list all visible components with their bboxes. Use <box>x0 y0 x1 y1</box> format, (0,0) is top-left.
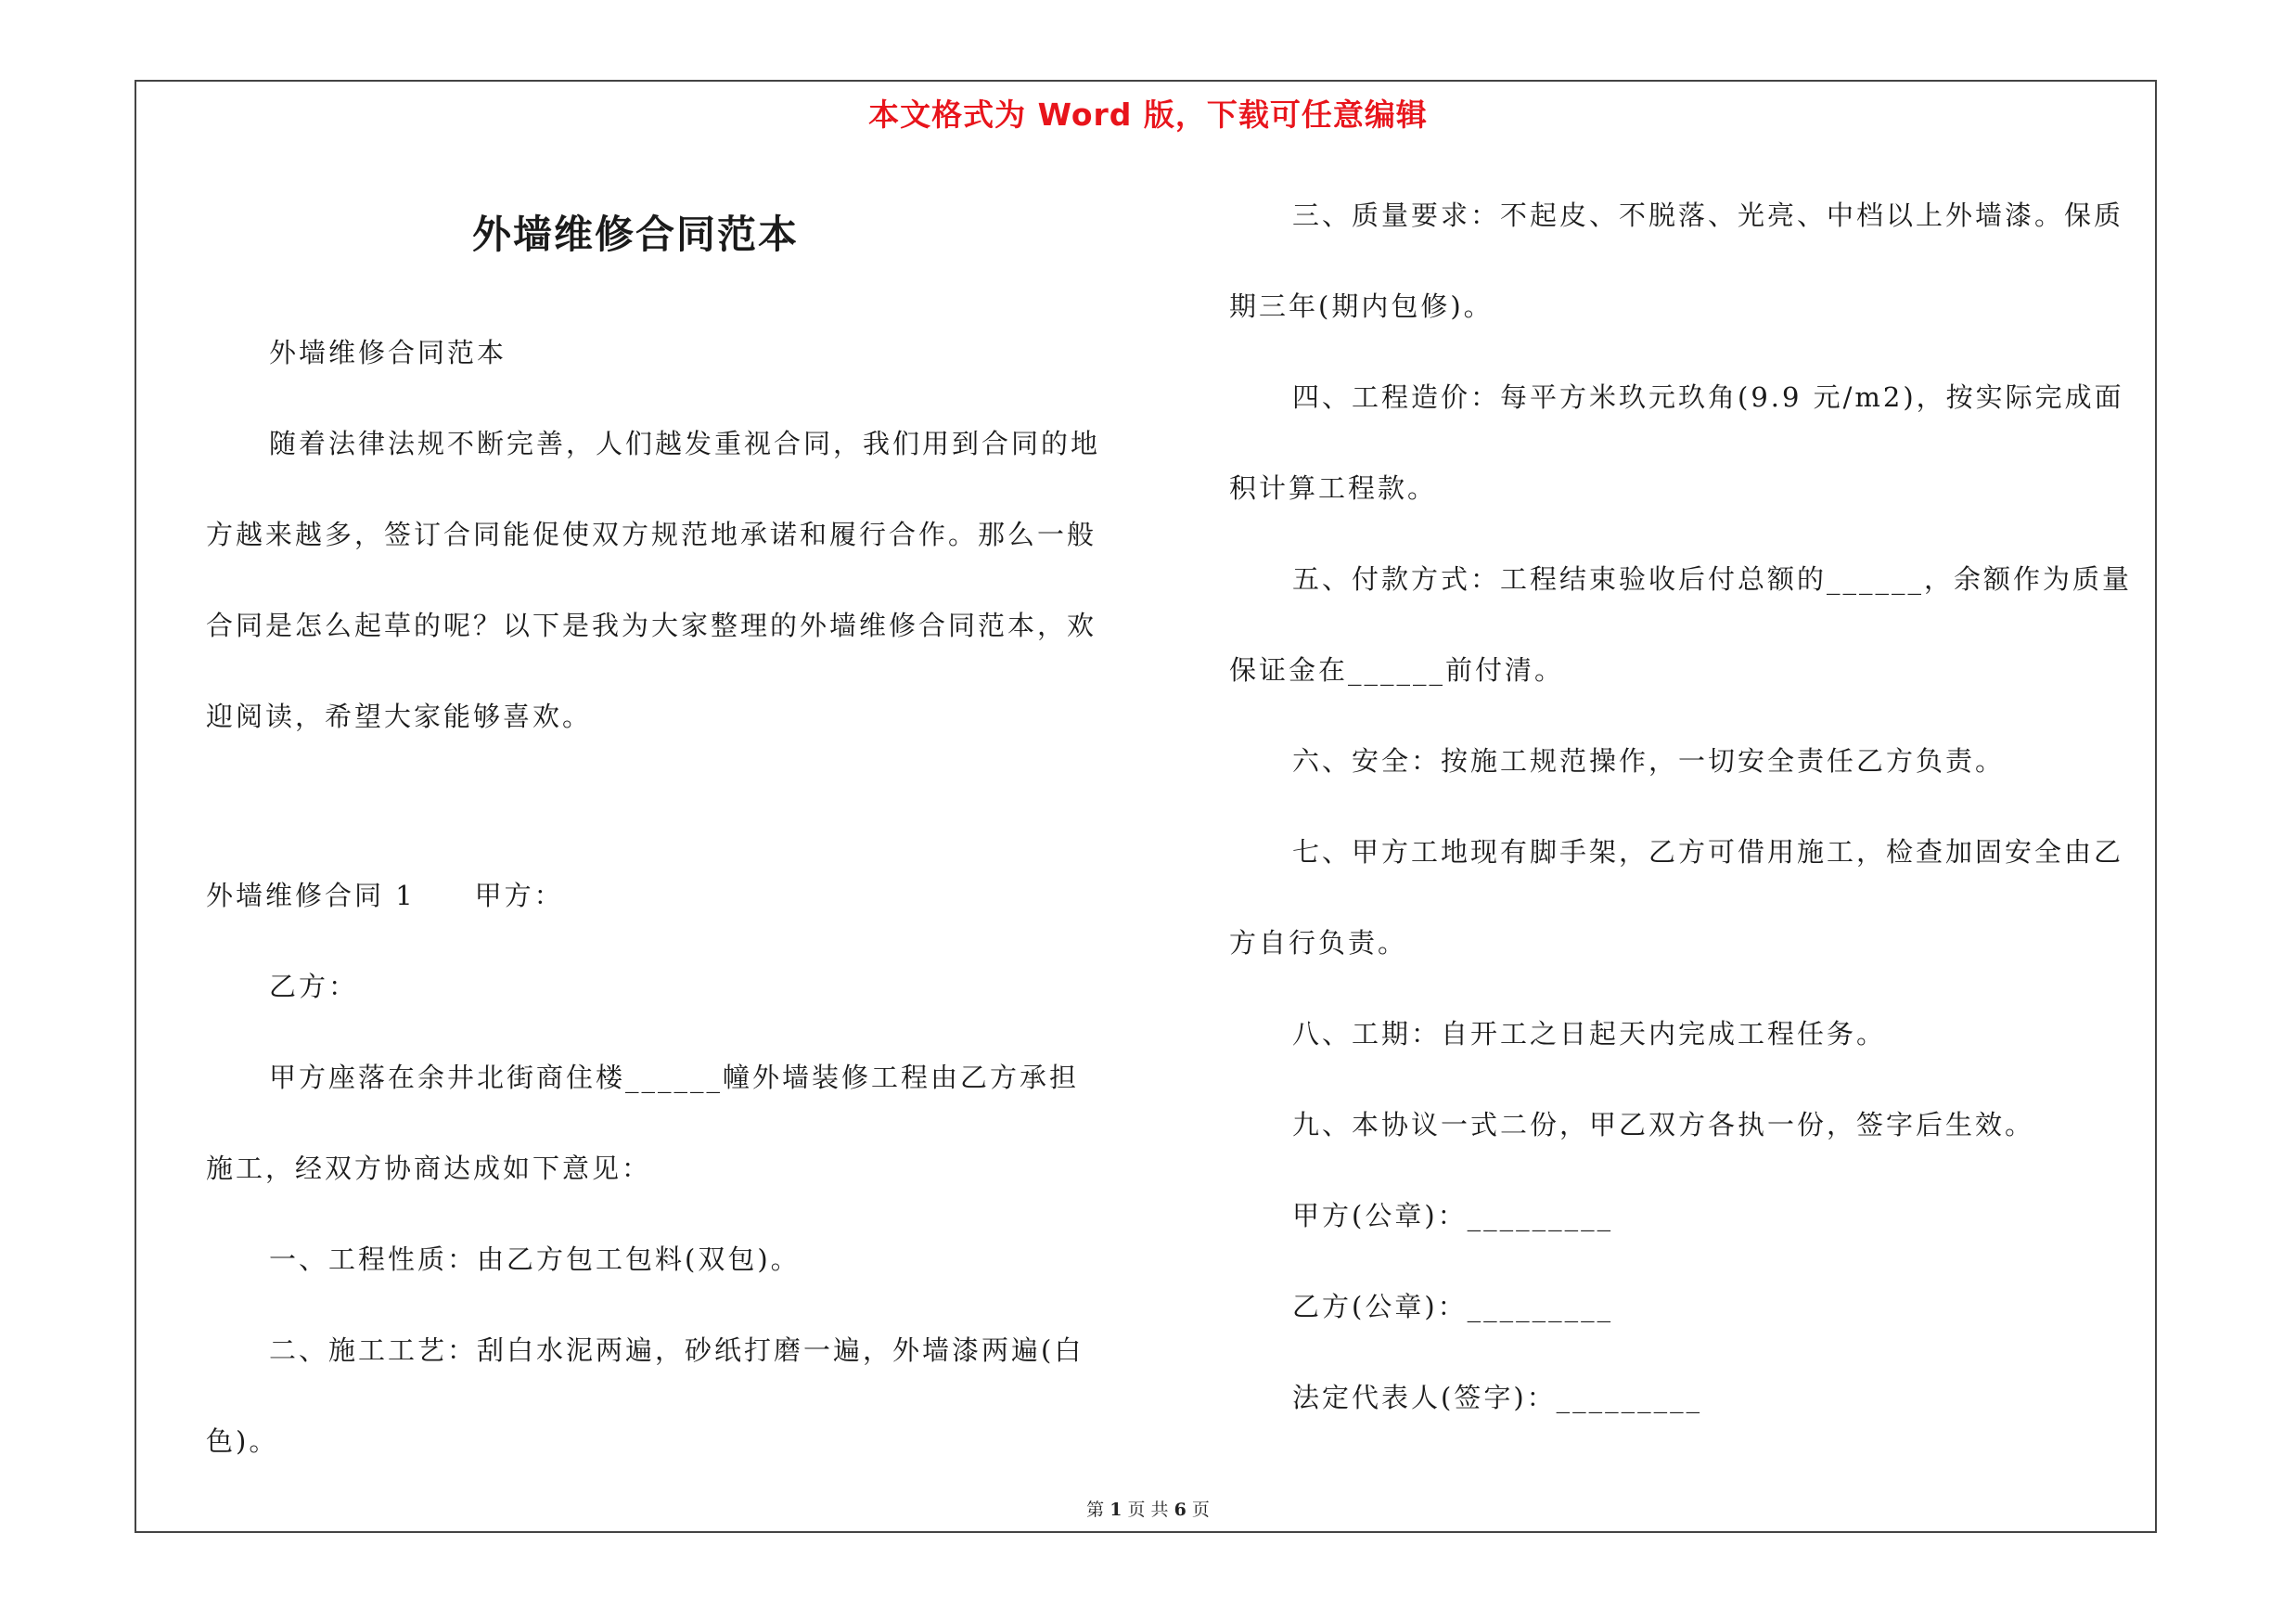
paragraph-line: 六、安全：按施工规范操作，一切安全责任乙方负责。 <box>1292 745 2006 777</box>
paragraph-line: 合同是怎么起草的呢？以下是我为大家整理的外墙维修合同范本，欢 <box>206 610 1097 641</box>
paragraph-line: 外墙维修合同范本 <box>269 337 507 368</box>
signature-line-legal-rep: 法定代表人(签字)：_________ <box>1292 1382 1703 1413</box>
paragraph-line: 五、付款方式：工程结束验收后付总额的______，余额作为质量 <box>1292 563 2133 595</box>
paragraph-line: 积计算工程款。 <box>1229 472 1438 504</box>
paragraph-line: 方自行负责。 <box>1229 927 1408 959</box>
paragraph-line: 四、工程造价：每平方米玖元玖角(9.9 元/m2)，按实际完成面 <box>1292 381 2124 413</box>
paragraph-line: 三、质量要求：不起皮、不脱落、光亮、中档以上外墙漆。保质 <box>1292 200 2124 231</box>
page-border <box>135 80 2157 1533</box>
paragraph-line: 期三年(期内包修)。 <box>1229 290 1494 322</box>
paragraph-line: 乙方： <box>269 971 359 1002</box>
paragraph-line: 保证金在______前付清。 <box>1229 654 1565 686</box>
paragraph-line: 八、工期：自开工之日起天内完成工程任务。 <box>1292 1018 1887 1050</box>
paragraph-line: 施工，经双方协商达成如下意见： <box>206 1153 652 1184</box>
paragraph-line: 迎阅读，希望大家能够喜欢。 <box>206 701 593 732</box>
signature-line-party-a: 甲方(公章)：_________ <box>1292 1200 1614 1231</box>
footer-prefix: 第 <box>1086 1500 1105 1520</box>
current-page-number: 1 <box>1110 1500 1122 1520</box>
paragraph-line: 方越来越多，签订合同能促使双方规范地承诺和履行合作。那么一般 <box>206 519 1097 550</box>
paragraph-line: 外墙维修合同 1 甲方： <box>206 880 564 911</box>
paragraph-line: 随着法律法规不断完善，人们越发重视合同，我们用到合同的地 <box>269 428 1101 459</box>
total-page-count: 6 <box>1174 1500 1186 1520</box>
paragraph-line: 甲方座落在余井北街商住楼______幢外墙装修工程由乙方承担 <box>269 1062 1080 1093</box>
page-number-footer <box>0 1496 2296 1521</box>
footer-suffix: 页 <box>1191 1500 1210 1520</box>
paragraph-line: 七、甲方工地现有脚手架，乙方可借用施工，检查加固安全由乙 <box>1292 836 2124 868</box>
document-title: 外墙维修合同范本 <box>471 212 799 257</box>
paragraph-line: 一、工程性质：由乙方包工包料(双包)。 <box>269 1243 801 1275</box>
paragraph-line: 色)。 <box>206 1425 279 1457</box>
paragraph-line: 九、本协议一式二份，甲乙双方各执一份，签字后生效。 <box>1292 1109 2035 1140</box>
signature-line-party-b: 乙方(公章)：_________ <box>1292 1291 1614 1322</box>
paragraph-line: 二、施工工艺：刮白水泥两遍，砂纸打磨一遍，外墙漆两遍(白 <box>269 1334 1084 1366</box>
word-format-banner: 本文格式为 Word 版，下载可任意编辑 <box>868 97 1428 133</box>
footer-middle: 页 共 <box>1127 1500 1169 1520</box>
